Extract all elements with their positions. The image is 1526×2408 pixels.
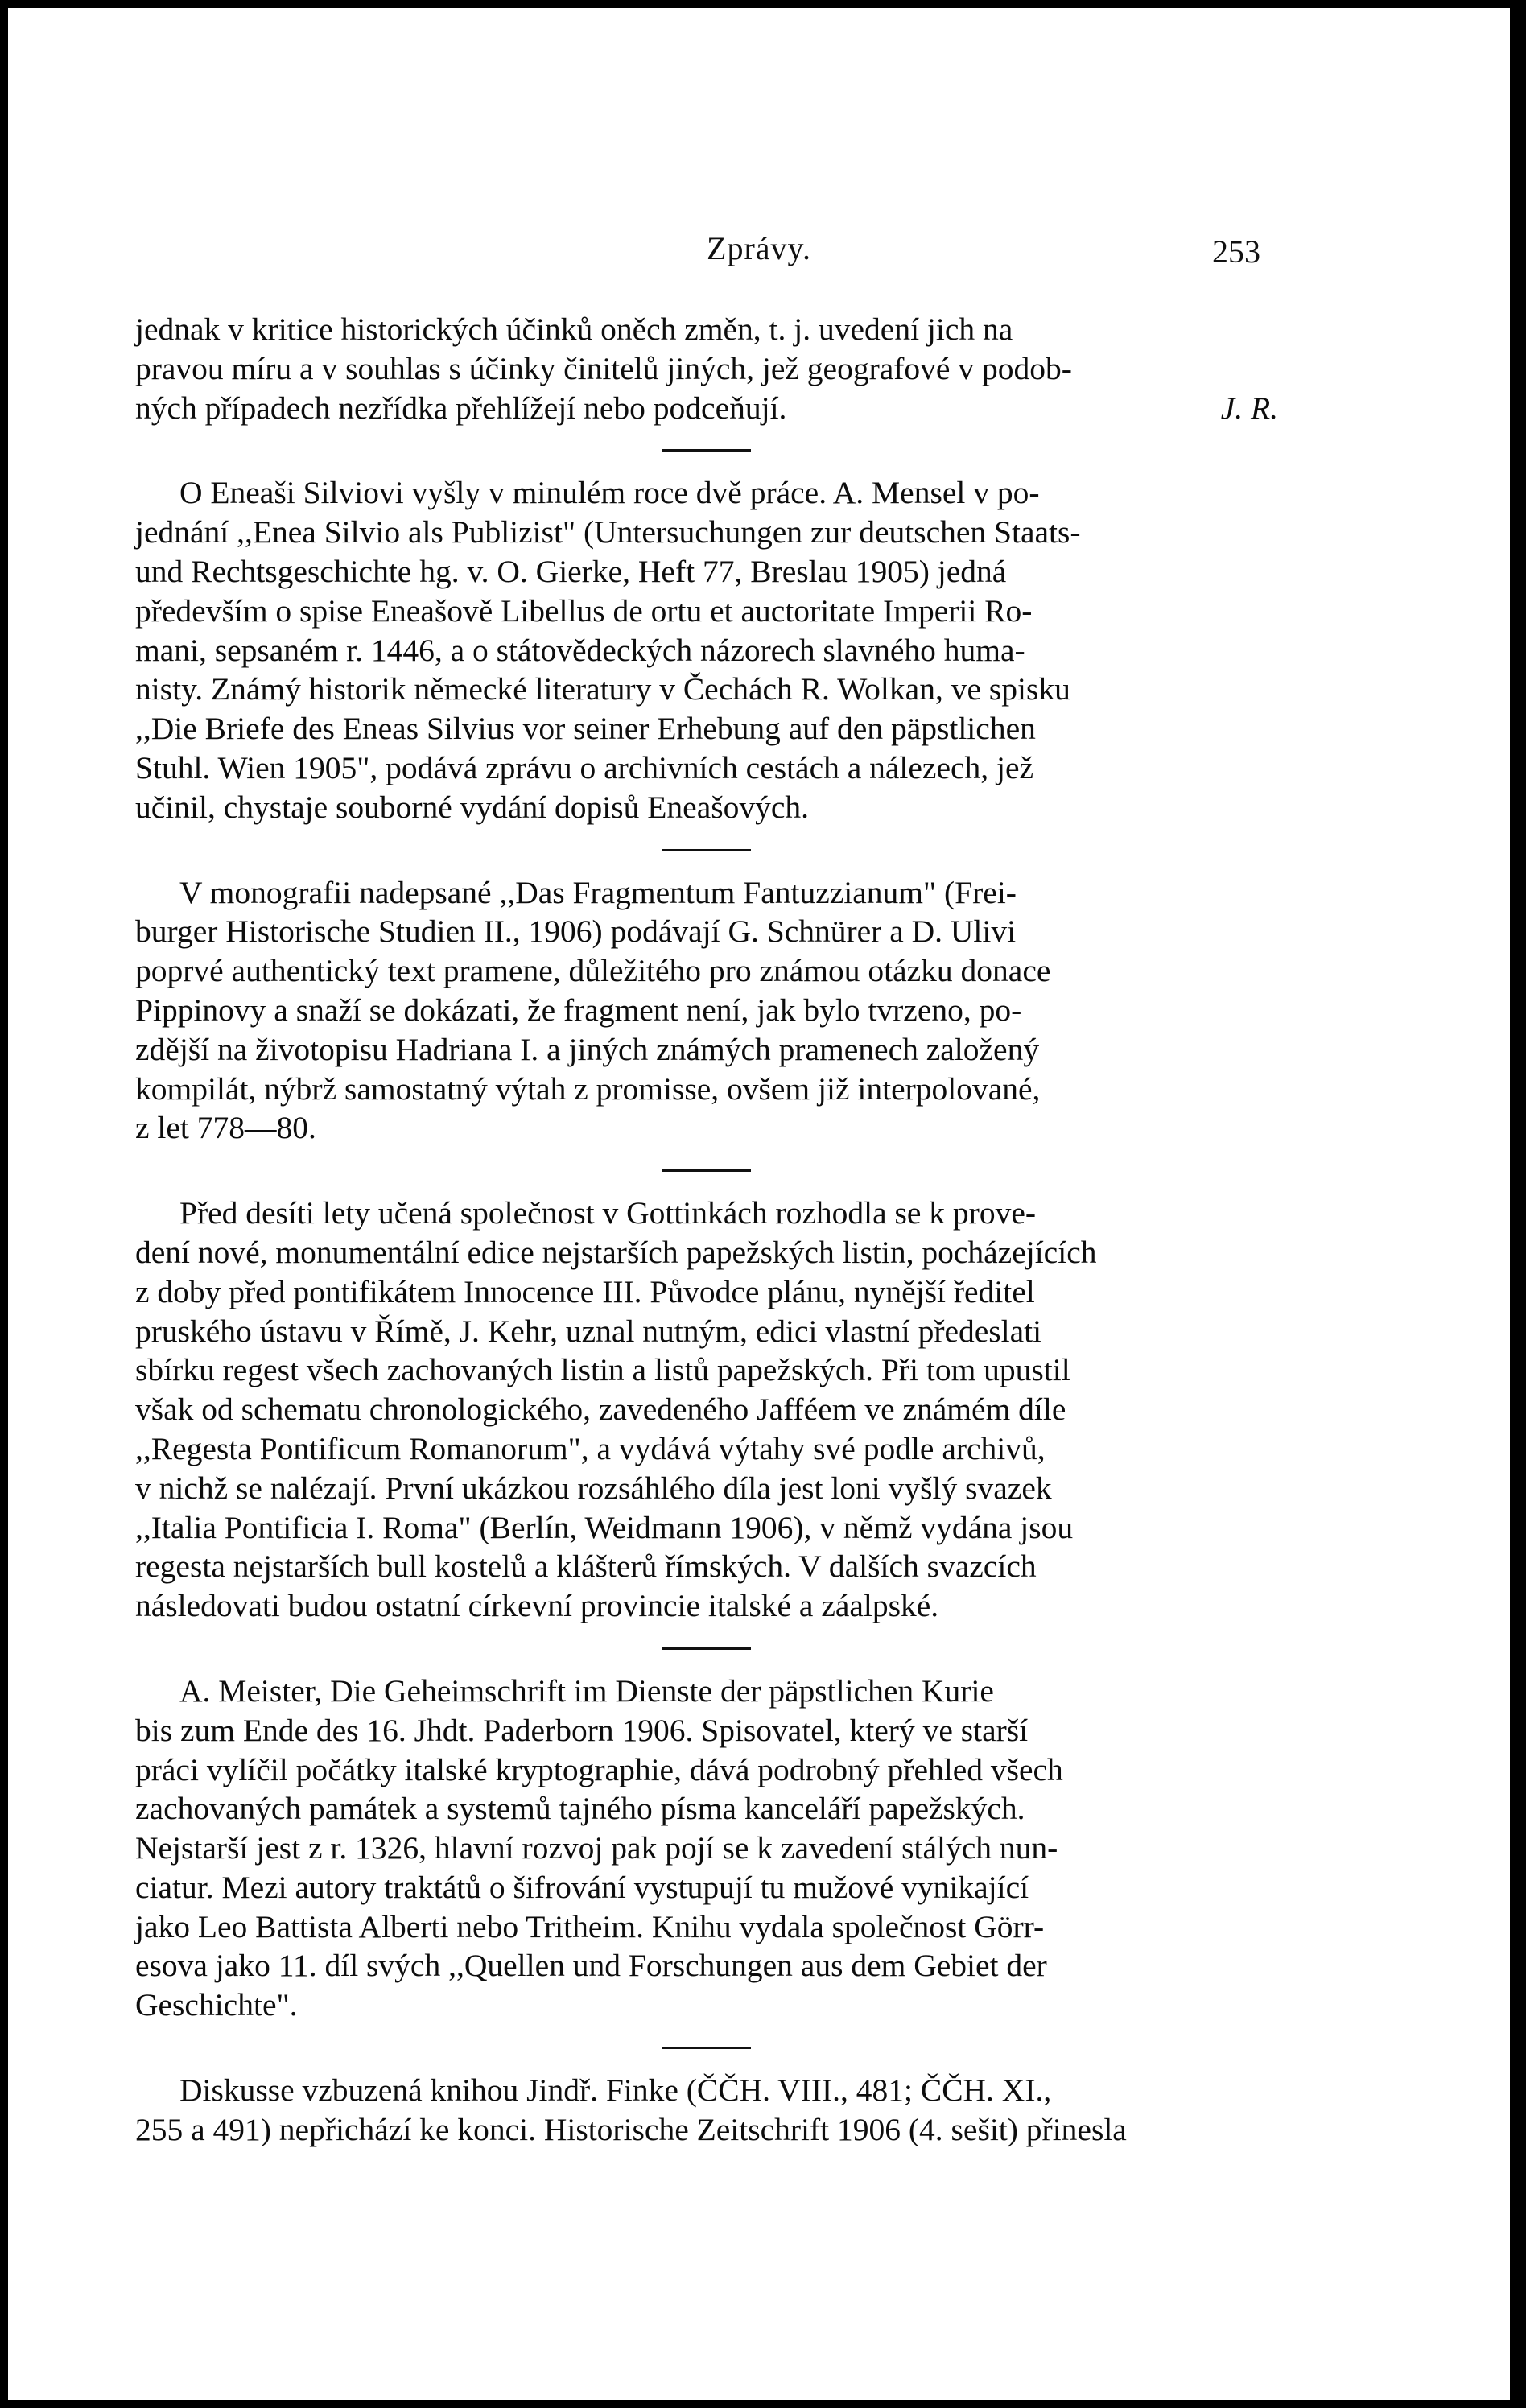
text-line: Pippinovy a snaží se dokázati, že fragment není, jak bylo tvrzeno, po- <box>135 992 1022 1028</box>
text-line: Geschichte". <box>135 1987 298 2023</box>
text-line: kompilát, nýbrž samostatný výtah z promisse, ovšem již interpolované, <box>135 1070 1041 1107</box>
body-text <box>135 310 1278 2150</box>
text-line: 255 a 491) nepřichází ke konci. Historische Zeitschrift 1906 (4. sešit) přinesla <box>135 2111 1127 2147</box>
section-separator <box>662 2047 751 2049</box>
text-line: V monografii nadepsané ,,Das Fragmentum Fantuzzianum" (Frei- <box>179 874 1017 910</box>
text-line: Nejstarší jest z r. 1326, hlavní rozvoj pak pojí se k zavedení stálých nun- <box>135 1830 1058 1866</box>
paragraph-eneas-silvius <box>135 473 1278 827</box>
text-line: sbírku regest všech zachovaných listin a listů papežských. Při tom upustil <box>135 1352 1070 1388</box>
text-line: esova jako 11. díl svých ,,Quellen und Forschungen aus dem Gebiet der <box>135 1948 1047 1984</box>
text-line: O Eneaši Silviovi vyšly v minulém roce dvě práce. A. Mensel v po- <box>179 475 1040 511</box>
text-line: zdější na životopisu Hadriana I. a jiných známých pramenech založený <box>135 1031 1040 1067</box>
text-line: ciatur. Mezi autory traktátů o šifrování vystupují tu mužové vynikající <box>135 1869 1029 1905</box>
text-line: ,,Italia Pontificia I. Roma" (Berlín, Weidmann 1906), v němž vydána jsou <box>135 1509 1074 1545</box>
text-line-with-signature <box>135 389 1278 428</box>
section-separator <box>662 1169 751 1172</box>
paragraph-papal-documents <box>135 1194 1278 1626</box>
text-line: jednak v kritice historických účinků oněch změn, t. j. uvedení jich na <box>135 311 1013 347</box>
section-separator <box>662 1647 751 1650</box>
page <box>8 8 1510 2400</box>
text-line: především o spise Eneašově Libellus de ortu et auctoritate Imperii Ro- <box>135 592 1033 629</box>
author-signature: J. R. <box>1220 390 1278 426</box>
text-line: následovati budou ostatní církevní provincie italské a záalpské. <box>135 1588 939 1624</box>
text-line: jako Leo Battista Alberti nebo Tritheim. Knihu vydala společnost Görr- <box>135 1908 1045 1944</box>
text-line: mani, sepsaném r. 1446, a o státovědeckých názorech slavného huma- <box>135 632 1025 668</box>
text-line: pruského ústavu v Římě, J. Kehr, uznal nutným, edici vlastní předeslati <box>135 1313 1042 1349</box>
text-line: pravou míru a v souhlas s účinky činitelů jiných, jež geografové v podob- <box>135 350 1072 386</box>
text-line: nisty. Známý historik německé literatury v Čechách R. Wolkan, ve spisku <box>135 671 1070 707</box>
section-separator <box>662 849 751 851</box>
text-line: dení nové, monumentální edice nejstarších papežských listin, pocházejících <box>135 1234 1097 1270</box>
text-line: bis zum Ende des 16. Jhdt. Paderborn 1906. Spisovatel, který ve starší <box>135 1712 1029 1748</box>
running-title: Zprávy. <box>707 230 811 266</box>
text-line: Diskusse vzbuzená knihou Jindř. Finke (ČČH. VIII., 481; ČČH. XI., <box>179 2072 1052 2109</box>
text-line: učinil, chystaje souborné vydání dopisů Eneašových. <box>135 789 810 825</box>
page-header <box>8 229 1510 270</box>
paragraph-fragmentum-fantuzzianum <box>135 873 1278 1148</box>
text-line: z doby před pontifikátem Innocence III. Původce plánu, nynější ředitel <box>135 1273 1035 1309</box>
page-number: 253 <box>1212 233 1260 270</box>
text-line: v nichž se nalézají. První ukázkou rozsáhlého díla jest loni vyšlý svazek <box>135 1470 1052 1506</box>
text-line: burger Historische Studien II., 1906) podávají G. Schnürer a D. Ulivi <box>135 913 1017 950</box>
text-line: jednání ,,Enea Silvio als Publizist" (Untersuchungen zur deutschen Staats- <box>135 514 1081 550</box>
text-line: ných případech nezřídka přehlížejí nebo podceňují. <box>135 390 787 426</box>
text-line: však od schematu chronologického, zavedeného Jafféem ve známém díle <box>135 1392 1066 1428</box>
paragraph-geography-note <box>135 310 1278 427</box>
text-line: poprvé authentický text pramene, důležitého pro známou otázku donace <box>135 953 1051 989</box>
text-line: ,,Regesta Pontificum Romanorum", a vydává výtahy své podle archivů, <box>135 1430 1046 1466</box>
text-line: zachovaných památek a systemů tajného písma kanceláří papežských. <box>135 1791 1025 1827</box>
text-line: Stuhl. Wien 1905", podává zprávu o archivních cestách a nálezech, jež <box>135 749 1034 785</box>
text-line: z let 778—80. <box>135 1110 316 1146</box>
text-line: A. Meister, Die Geheimschrift im Dienste der päpstlichen Kurie <box>179 1672 994 1709</box>
text-line: Před desíti lety učená společnost v Gottinkách rozhodla se k prove- <box>179 1195 1037 1231</box>
paragraph-finke-discussion <box>135 2071 1278 2150</box>
section-separator <box>662 449 751 452</box>
text-line: regesta nejstarších bull kostelů a klášterů římských. V dalších svazcích <box>135 1548 1037 1585</box>
text-line: práci vylíčil počátky italské kryptographie, dává podrobný přehled všech <box>135 1751 1063 1787</box>
text-line: und Rechtsgeschichte hg. v. O. Gierke, Heft 77, Breslau 1905) jedná <box>135 553 1007 589</box>
paragraph-geheimschrift <box>135 1672 1278 2025</box>
text-line: ,,Die Briefe des Eneas Silvius vor seiner Erhebung auf den päpstlichen <box>135 711 1036 747</box>
